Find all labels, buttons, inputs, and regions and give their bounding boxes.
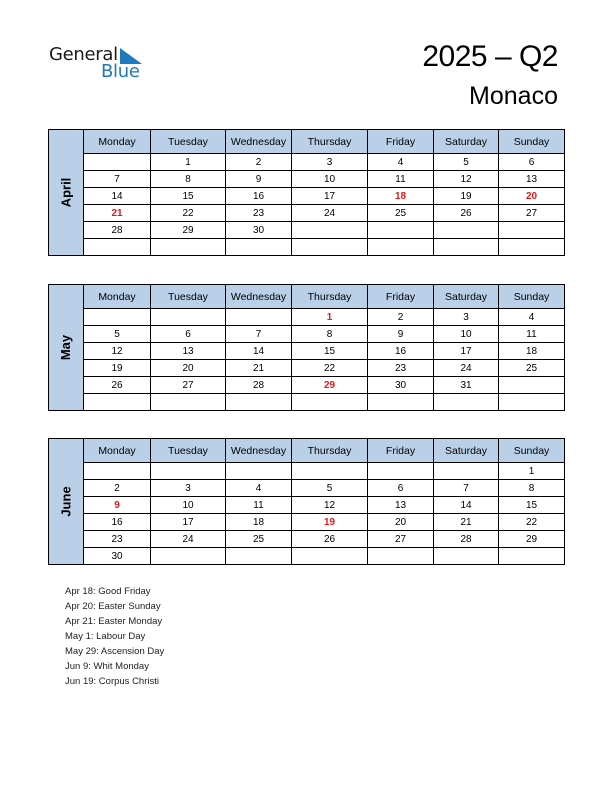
weekday-header: Sunday xyxy=(499,130,565,154)
weekday-header: Thursday xyxy=(292,285,368,309)
day-cell: 3 xyxy=(292,154,368,171)
day-cell: 9 xyxy=(226,171,292,188)
day-cell: 26 xyxy=(434,205,499,222)
day-cell: 14 xyxy=(434,497,499,514)
day-cell: 12 xyxy=(84,343,151,360)
day-cell: 2 xyxy=(226,154,292,171)
month-label: June xyxy=(58,486,74,517)
day-cell xyxy=(434,463,499,480)
day-cell xyxy=(84,463,151,480)
week-row xyxy=(49,548,565,565)
day-cell: 25 xyxy=(368,205,434,222)
calendar-table xyxy=(48,284,565,411)
day-cell xyxy=(226,394,292,411)
day-cell xyxy=(368,222,434,239)
day-cell: 29 xyxy=(499,531,565,548)
day-cell: 11 xyxy=(226,497,292,514)
weekday-header: Tuesday xyxy=(151,285,226,309)
day-cell: 16 xyxy=(226,188,292,205)
day-cell: 6 xyxy=(368,480,434,497)
day-cell: 29 xyxy=(292,377,368,394)
day-cell: 27 xyxy=(368,531,434,548)
country-name: Monaco xyxy=(469,82,558,110)
calendar-table xyxy=(48,438,565,565)
weekday-header: Wednesday xyxy=(226,130,292,154)
weekday-header: Tuesday xyxy=(151,439,226,463)
holiday-list xyxy=(65,584,164,689)
holiday-list-item: May 29: Ascension Day xyxy=(65,646,165,657)
day-cell: 19 xyxy=(434,188,499,205)
day-cell: 24 xyxy=(292,205,368,222)
day-cell: 23 xyxy=(368,360,434,377)
day-cell xyxy=(499,239,565,256)
weekday-header-row xyxy=(49,285,565,309)
day-cell: 17 xyxy=(434,343,499,360)
day-cell: 13 xyxy=(368,497,434,514)
week-row xyxy=(49,188,565,205)
day-cell: 10 xyxy=(292,171,368,188)
day-cell: 3 xyxy=(434,309,499,326)
day-cell: 6 xyxy=(499,154,565,171)
logo-text-general: General xyxy=(49,44,118,65)
day-cell: 8 xyxy=(292,326,368,343)
weekday-header-row xyxy=(49,130,565,154)
weekday-header-row xyxy=(49,439,565,463)
week-row xyxy=(49,377,565,394)
day-cell: 2 xyxy=(84,480,151,497)
day-cell xyxy=(368,239,434,256)
day-cell xyxy=(226,463,292,480)
day-cell xyxy=(434,394,499,411)
weekday-header: Monday xyxy=(84,439,151,463)
day-cell: 24 xyxy=(434,360,499,377)
holiday-list-item: Apr 20: Easter Sunday xyxy=(65,601,161,612)
week-row xyxy=(49,154,565,171)
day-cell: 22 xyxy=(151,205,226,222)
day-cell: 26 xyxy=(292,531,368,548)
day-cell xyxy=(292,548,368,565)
day-cell: 25 xyxy=(499,360,565,377)
day-cell: 4 xyxy=(368,154,434,171)
calendar-table xyxy=(48,129,565,256)
day-cell: 5 xyxy=(434,154,499,171)
day-cell: 20 xyxy=(368,514,434,531)
weekday-header: Wednesday xyxy=(226,439,292,463)
day-cell: 19 xyxy=(292,514,368,531)
day-cell: 30 xyxy=(226,222,292,239)
day-cell xyxy=(226,239,292,256)
week-row xyxy=(49,480,565,497)
day-cell: 5 xyxy=(84,326,151,343)
weekday-header: Sunday xyxy=(499,439,565,463)
day-cell xyxy=(368,548,434,565)
month-calendar-june xyxy=(48,438,564,565)
week-row xyxy=(49,514,565,531)
day-cell: 14 xyxy=(84,188,151,205)
holiday-list-item: Apr 18: Good Friday xyxy=(65,586,151,597)
day-cell: 31 xyxy=(434,377,499,394)
day-cell: 28 xyxy=(84,222,151,239)
day-cell: 1 xyxy=(499,463,565,480)
day-cell: 4 xyxy=(226,480,292,497)
day-cell: 10 xyxy=(434,326,499,343)
month-label: May xyxy=(58,334,74,361)
weekday-header: Thursday xyxy=(292,130,368,154)
day-cell: 3 xyxy=(151,480,226,497)
day-cell: 17 xyxy=(151,514,226,531)
day-cell xyxy=(151,463,226,480)
day-cell: 8 xyxy=(499,480,565,497)
day-cell: 16 xyxy=(84,514,151,531)
holiday-list-item: Jun 9: Whit Monday xyxy=(65,661,149,672)
week-row xyxy=(49,171,565,188)
day-cell: 23 xyxy=(84,531,151,548)
weekday-header: Thursday xyxy=(292,439,368,463)
day-cell: 27 xyxy=(499,205,565,222)
weekday-header: Wednesday xyxy=(226,285,292,309)
day-cell xyxy=(292,394,368,411)
day-cell: 10 xyxy=(151,497,226,514)
day-cell: 18 xyxy=(499,343,565,360)
weekday-header: Friday xyxy=(368,285,434,309)
day-cell: 30 xyxy=(368,377,434,394)
day-cell: 2 xyxy=(368,309,434,326)
week-row xyxy=(49,360,565,377)
day-cell: 28 xyxy=(434,531,499,548)
week-row xyxy=(49,497,565,514)
day-cell xyxy=(368,463,434,480)
day-cell xyxy=(151,394,226,411)
day-cell: 21 xyxy=(434,514,499,531)
week-row xyxy=(49,222,565,239)
day-cell: 13 xyxy=(499,171,565,188)
day-cell: 4 xyxy=(499,309,565,326)
day-cell: 1 xyxy=(151,154,226,171)
day-cell: 29 xyxy=(151,222,226,239)
weekday-header: Saturday xyxy=(434,130,499,154)
day-cell: 20 xyxy=(151,360,226,377)
day-cell: 9 xyxy=(368,326,434,343)
day-cell: 22 xyxy=(292,360,368,377)
day-cell: 12 xyxy=(292,497,368,514)
day-cell: 5 xyxy=(292,480,368,497)
weekday-header: Monday xyxy=(84,285,151,309)
day-cell xyxy=(499,222,565,239)
day-cell xyxy=(226,548,292,565)
week-row xyxy=(49,463,565,480)
day-cell: 20 xyxy=(499,188,565,205)
day-cell: 22 xyxy=(499,514,565,531)
day-cell: 7 xyxy=(434,480,499,497)
day-cell: 24 xyxy=(151,531,226,548)
day-cell: 17 xyxy=(292,188,368,205)
week-row xyxy=(49,326,565,343)
logo xyxy=(49,44,149,84)
weekday-header: Saturday xyxy=(434,285,499,309)
week-row xyxy=(49,309,565,326)
weekday-header: Tuesday xyxy=(151,130,226,154)
day-cell: 21 xyxy=(226,360,292,377)
day-cell xyxy=(151,548,226,565)
week-row xyxy=(49,205,565,222)
day-cell: 14 xyxy=(226,343,292,360)
day-cell xyxy=(84,309,151,326)
day-cell: 30 xyxy=(84,548,151,565)
day-cell xyxy=(151,239,226,256)
day-cell xyxy=(226,309,292,326)
holiday-list-item: Jun 19: Corpus Christi xyxy=(65,676,159,687)
day-cell: 12 xyxy=(434,171,499,188)
day-cell: 27 xyxy=(151,377,226,394)
month-label-cell xyxy=(49,439,84,565)
day-cell xyxy=(368,394,434,411)
weekday-header: Friday xyxy=(368,439,434,463)
day-cell xyxy=(499,377,565,394)
day-cell: 18 xyxy=(368,188,434,205)
day-cell: 9 xyxy=(84,497,151,514)
day-cell xyxy=(434,239,499,256)
logo-text-blue: Blue xyxy=(101,61,140,82)
day-cell: 11 xyxy=(499,326,565,343)
day-cell: 23 xyxy=(226,205,292,222)
day-cell: 21 xyxy=(84,205,151,222)
day-cell: 11 xyxy=(368,171,434,188)
page-title: 2025 – Q2 xyxy=(422,40,558,73)
day-cell: 1 xyxy=(292,309,368,326)
day-cell xyxy=(434,222,499,239)
day-cell: 26 xyxy=(84,377,151,394)
day-cell: 6 xyxy=(151,326,226,343)
day-cell: 13 xyxy=(151,343,226,360)
day-cell: 8 xyxy=(151,171,226,188)
day-cell: 7 xyxy=(84,171,151,188)
day-cell xyxy=(292,222,368,239)
day-cell xyxy=(499,548,565,565)
week-row xyxy=(49,531,565,548)
day-cell xyxy=(292,463,368,480)
day-cell xyxy=(499,394,565,411)
day-cell xyxy=(84,154,151,171)
month-label-cell xyxy=(49,285,84,411)
week-row xyxy=(49,394,565,411)
month-calendar-april xyxy=(48,129,564,256)
month-label-cell xyxy=(49,130,84,256)
weekday-header: Saturday xyxy=(434,439,499,463)
day-cell: 15 xyxy=(151,188,226,205)
day-cell: 18 xyxy=(226,514,292,531)
day-cell xyxy=(292,239,368,256)
weekday-header: Sunday xyxy=(499,285,565,309)
month-label: April xyxy=(58,177,74,208)
day-cell xyxy=(151,309,226,326)
holiday-list-item: Apr 21: Easter Monday xyxy=(65,616,163,627)
day-cell xyxy=(434,548,499,565)
day-cell: 15 xyxy=(499,497,565,514)
day-cell: 25 xyxy=(226,531,292,548)
day-cell: 19 xyxy=(84,360,151,377)
day-cell xyxy=(84,239,151,256)
day-cell: 7 xyxy=(226,326,292,343)
holiday-list-item: May 1: Labour Day xyxy=(65,631,146,642)
day-cell: 28 xyxy=(226,377,292,394)
day-cell: 16 xyxy=(368,343,434,360)
week-row xyxy=(49,239,565,256)
month-calendar-may xyxy=(48,284,564,411)
day-cell xyxy=(84,394,151,411)
week-row xyxy=(49,343,565,360)
weekday-header: Monday xyxy=(84,130,151,154)
day-cell: 15 xyxy=(292,343,368,360)
weekday-header: Friday xyxy=(368,130,434,154)
